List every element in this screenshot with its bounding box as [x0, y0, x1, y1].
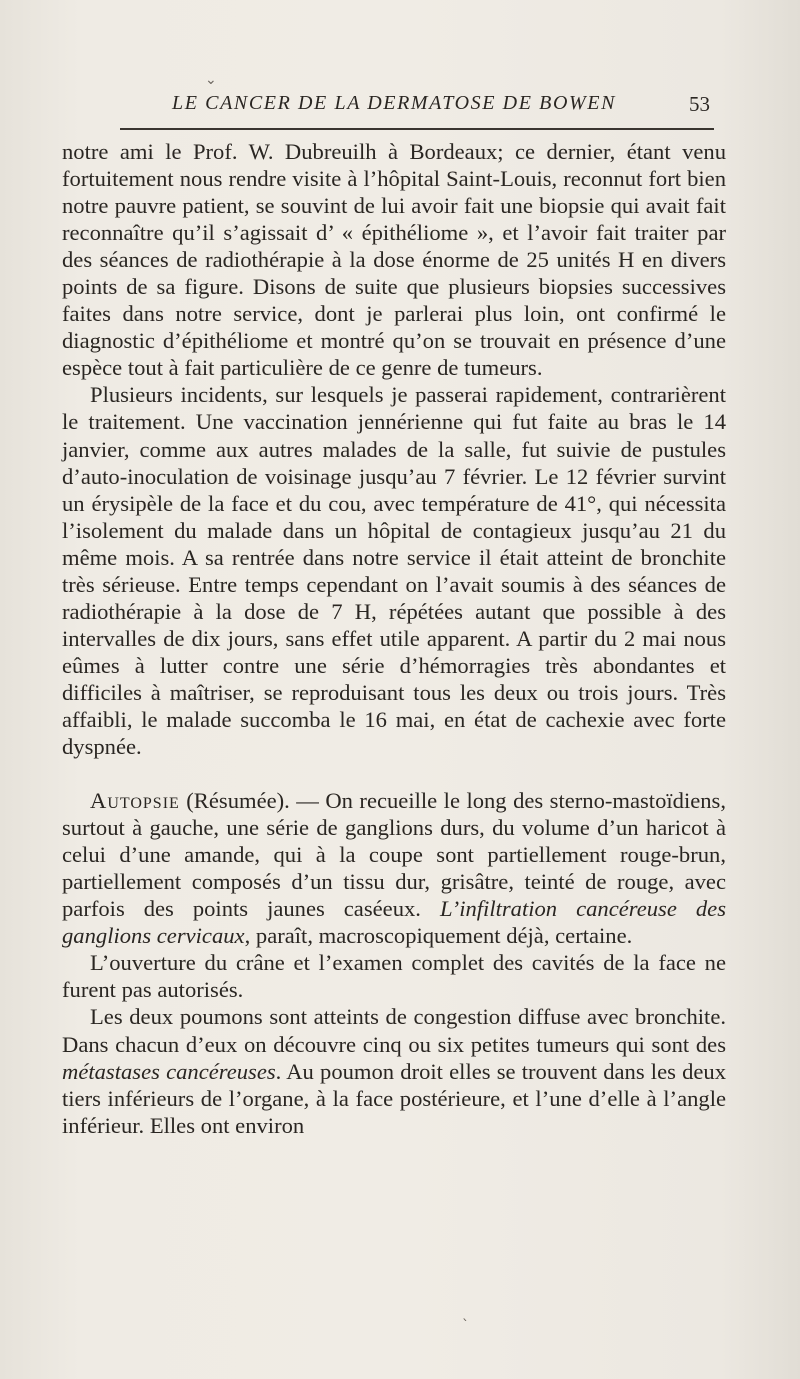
- paragraph-skull: L’ouverture du crâne et l’examen complet des cavités de la face ne furent pas autorisés.: [62, 950, 726, 1003]
- autopsy-text-start: (Résumée). — On recueille le long des sterno-mastoïdiens, surtout à gauche, une série de ganglions durs, du volume d’un haricot à celui d’une amande, qui à la coupe sont partiellement rouge-brun, partiellement composés d’un tissu dur, grisâtre, teinté de rouge, avec parfois des points jaunes caséeux.: [62, 788, 726, 922]
- scan-speck: ˋ: [462, 1318, 469, 1334]
- header-rule: [120, 128, 714, 130]
- body-text: [62, 138, 726, 1139]
- page-number: 53: [689, 92, 710, 116]
- autopsy-italic-phrase: L’infiltration cancéreuse des ganglions cervicaux: [62, 896, 726, 949]
- lungs-text-end: . Au poumon droit elles se trouvent dans les deux tiers inférieurs de l’organe, à la face postérieure, et l’une d’elle à l’angle inférieur. Elles ont environ: [62, 1058, 726, 1138]
- paragraph-lungs: [62, 1003, 726, 1138]
- lungs-italic-phrase: métastases cancéreuses: [62, 1058, 276, 1084]
- lungs-text-start: Les deux poumons sont atteints de congestion diffuse avec bronchite. Dans chacun d’eux on découvre cinq ou six petites tumeurs qui sont des: [62, 1004, 726, 1057]
- paragraph-continuation: notre ami le Prof. W. Dubreuilh à Bordeaux; ce dernier, étant venu fortuitement nous rendre visite à l’hôpital Saint-Louis, reconnut fort bien notre pauvre patient, se souvint de lui avoir fait une biopsie qui avait fait reconnaître qu’il s’agissait d’ « épithéliome », et l’avoir fait traiter par des séances de radiothérapie à la dose énorme de 25 unités H en divers points de sa figure. Disons de suite que plusieurs biopsies successives faites dans notre service, dont je parlerai plus loin, ont confirmé le diagnostic d’épithéliome et montré qu’on se trouvait en présence d’une espèce tout à fait particulière de ce genre de tumeurs.: [62, 139, 726, 381]
- autopsy-lead-in: Autopsie: [90, 788, 180, 814]
- running-head: LE CANCER DE LA DERMATOSE DE BOWEN: [172, 92, 617, 114]
- paragraph-incidents: Plusieurs incidents, sur lesquels je passerai rapidement, contrarièrent le traitement. Une vaccination jennérienne qui fut faite au bras le 14 janvier, comme aux autres malades de la salle, fut suivie de pustules d’auto-inoculation de voisinage jusqu’au 7 février. Le 12 février survint un érysipèle de la face et du cou, avec température de 41°, qui nécessita l’isolement du malade dans un hôpital de contagieux jusqu’au 21 du même mois. A sa rentrée dans notre service il était atteint de bronchite très sérieuse. Entre temps cependant on l’avait soumis à des séances de radiothérapie à la dose de 7 H, répétées autant que possible à des intervalles de dix jours, sans effet utile apparent. A partir du 2 mai nous eûmes à lutter contre une série d’hémorragies très abondantes et difficiles à maîtriser, se reproduisant tous les deux ou trois jours. Très affaibli, le malade succomba le 16 mai, en état de cachexie avec forte dyspnée.: [62, 382, 726, 760]
- paragraph-autopsy: [62, 787, 726, 949]
- page-header: [120, 92, 710, 122]
- scan-speck: ⌄: [205, 72, 217, 88]
- autopsy-text-end: , paraît, macroscopiquement déjà, certaine.: [244, 923, 633, 949]
